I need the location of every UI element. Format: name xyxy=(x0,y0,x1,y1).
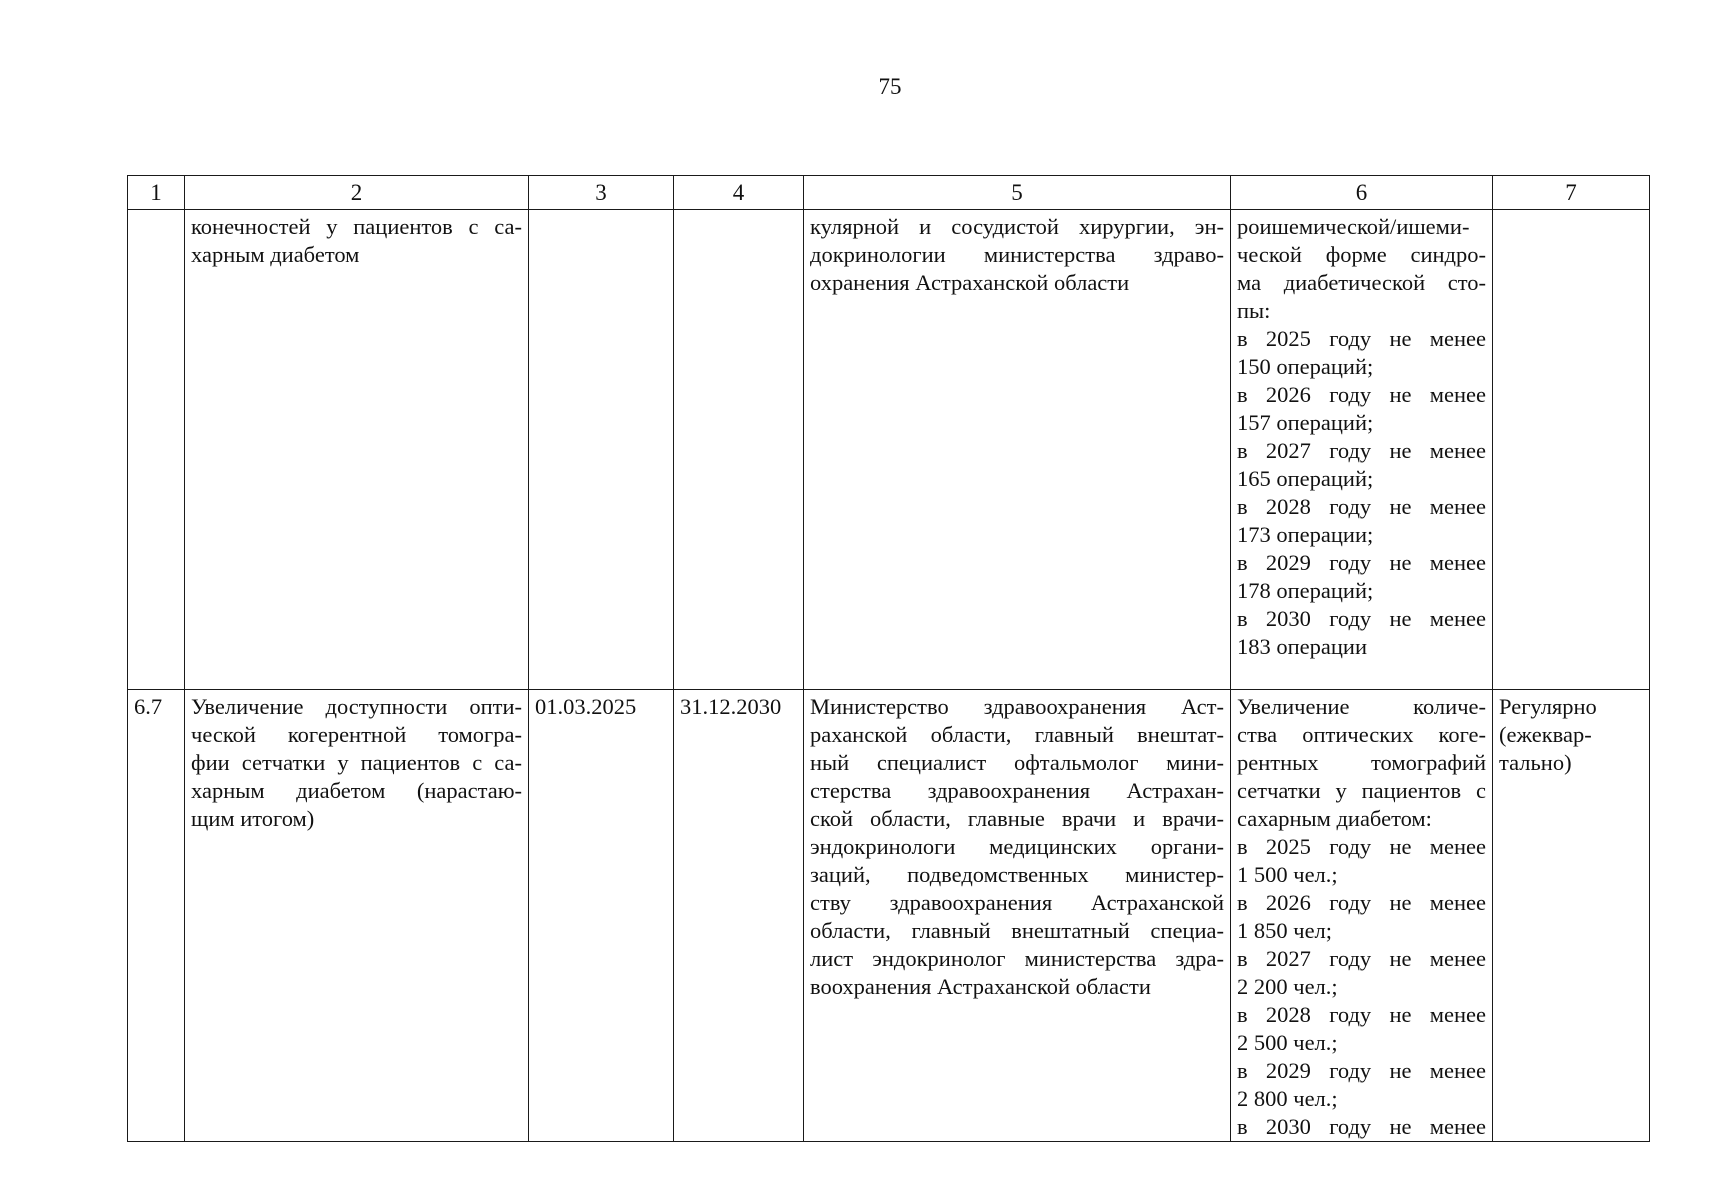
text-line: 1 850 чел; xyxy=(1237,918,1333,943)
text-line: роишемической/ишеми- xyxy=(1237,214,1470,239)
text-line: 2 200 чел.; xyxy=(1237,974,1338,999)
cell-end-date: 31.12.2030 xyxy=(674,690,804,1142)
cell-end-date xyxy=(674,210,804,690)
text-line: стерства здравоохранения Астрахан- xyxy=(810,778,1224,803)
cell-result xyxy=(1231,690,1493,1142)
text-line: лист эндокринолог министерства здра- xyxy=(810,946,1224,971)
column-header-1: 1 xyxy=(128,176,185,210)
text-line: докринологии министерства здраво- xyxy=(810,242,1224,267)
cell-start-date xyxy=(529,210,674,690)
text-line: (ежеквар- xyxy=(1499,722,1592,747)
column-header-7: 7 xyxy=(1493,176,1650,210)
text-line: сетчатки у пациентов с xyxy=(1237,778,1486,803)
text-line: Увеличение доступности опти- xyxy=(191,694,522,719)
text-line: 183 операции xyxy=(1237,634,1368,659)
text-line: харным диабетом xyxy=(191,242,360,267)
text-line: воохранения Астраханской области xyxy=(810,974,1151,999)
text-line: 150 операций; xyxy=(1237,354,1374,379)
text-line: тально) xyxy=(1499,750,1572,775)
cell-frequency xyxy=(1493,690,1650,1142)
text-line: фии сетчатки у пациентов с са- xyxy=(191,750,522,775)
text-line: ской области, главные врачи и врачи- xyxy=(810,806,1224,831)
text-line: рентных томографий xyxy=(1237,750,1486,775)
text-line: в 2025 году не менее xyxy=(1237,326,1486,351)
text-line: ству здравоохранения Астраханской xyxy=(810,890,1224,915)
cell-responsible xyxy=(804,690,1231,1142)
text-line: в 2029 году не менее xyxy=(1237,550,1486,575)
column-header-3: 3 xyxy=(529,176,674,210)
text-line: охранения Астраханской области xyxy=(810,270,1130,295)
cell-measure xyxy=(185,690,529,1142)
text-line: 165 операций; xyxy=(1237,466,1374,491)
text-line: ческой когерентной томогра- xyxy=(191,722,522,747)
text-line: в 2027 году не менее xyxy=(1237,946,1486,971)
text-line: пы: xyxy=(1237,298,1271,323)
text-line: сахарным диабетом: xyxy=(1237,806,1432,831)
text-line: 1 500 чел.; xyxy=(1237,862,1338,887)
text-line: в 2028 году не менее xyxy=(1237,1002,1486,1027)
text-line: щим итогом) xyxy=(191,806,315,831)
text-line: эндокринологи медицинских органи- xyxy=(810,834,1224,859)
measures-table xyxy=(127,175,1650,1142)
column-header-2: 2 xyxy=(185,176,529,210)
text-line: в 2029 году не менее xyxy=(1237,1058,1486,1083)
cell-number xyxy=(128,210,185,690)
text-line: Министерство здравоохранения Аст- xyxy=(810,694,1224,719)
text-line: 157 операций; xyxy=(1237,410,1374,435)
text-line: в 2027 году не менее xyxy=(1237,438,1486,463)
cell-frequency xyxy=(1493,210,1650,690)
cell-start-date: 01.03.2025 xyxy=(529,690,674,1142)
table-row-continued xyxy=(128,210,1650,690)
text-line: 2 800 чел.; xyxy=(1237,1086,1338,1111)
text-line: 178 операций; xyxy=(1237,578,1374,603)
text-line: области, главный внештатный специа- xyxy=(810,918,1224,943)
text-line: 173 операции; xyxy=(1237,522,1374,547)
text-line: в 2030 году не менее xyxy=(1237,606,1486,631)
column-header-5: 5 xyxy=(804,176,1231,210)
text-line: в 2026 году не менее xyxy=(1237,890,1486,915)
text-line: Увеличение количе- xyxy=(1237,694,1486,719)
column-header-4: 4 xyxy=(674,176,804,210)
text-line: кулярной и сосудистой хирургии, эн- xyxy=(810,214,1224,239)
cell-number: 6.7 xyxy=(128,690,185,1142)
text-line: Регулярно xyxy=(1499,694,1597,719)
cell-measure xyxy=(185,210,529,690)
text-line: в 2030 году не менее xyxy=(1237,1114,1486,1139)
text-line: харным диабетом (нарастаю- xyxy=(191,778,522,803)
page-number: 75 xyxy=(878,74,902,99)
text-line: конечностей у пациентов с са- xyxy=(191,214,522,239)
text-line: ма диабетической сто- xyxy=(1237,270,1486,295)
text-line: в 2025 году не менее xyxy=(1237,834,1486,859)
cell-result xyxy=(1231,210,1493,690)
text-line: в 2028 году не менее xyxy=(1237,494,1486,519)
column-header-6: 6 xyxy=(1231,176,1493,210)
text-line: в 2026 году не менее xyxy=(1237,382,1486,407)
text-line: заций, подведомственных министер- xyxy=(810,862,1224,887)
text-line: 2 500 чел.; xyxy=(1237,1030,1338,1055)
cell-responsible xyxy=(804,210,1231,690)
text-line: раханской области, главный внештат- xyxy=(810,722,1224,747)
text-line: ный специалист офтальмолог мини- xyxy=(810,750,1224,775)
header-row xyxy=(128,176,1650,210)
text-line: ческой форме синдро- xyxy=(1237,242,1486,267)
table-row-6-7 xyxy=(128,690,1650,1142)
text-line: ства оптических коге- xyxy=(1237,722,1486,747)
